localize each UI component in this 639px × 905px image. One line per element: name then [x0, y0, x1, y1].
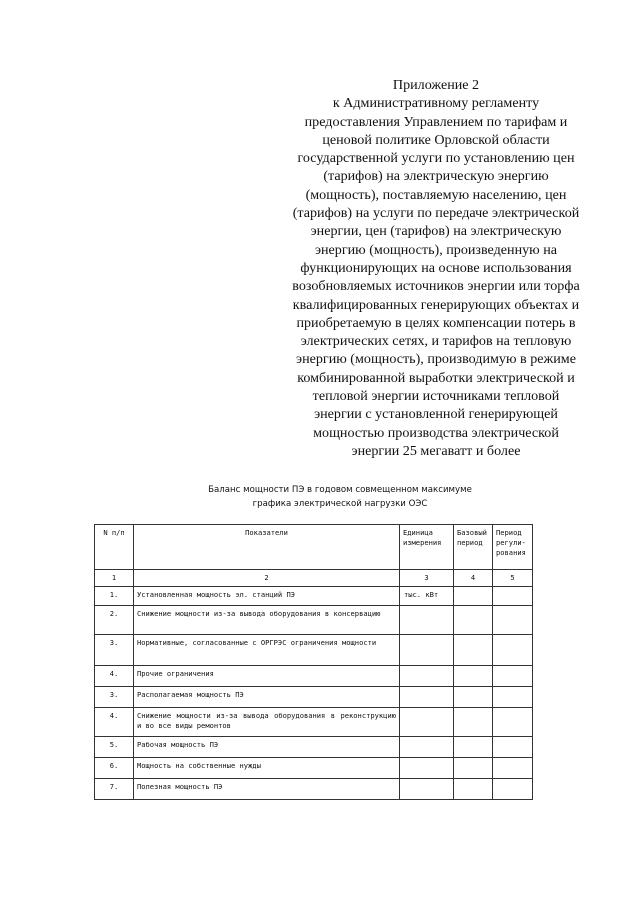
row-indicator: Мощность на собственные нужды: [134, 758, 400, 779]
row-unit: [400, 779, 454, 800]
row-num: 1.: [95, 587, 134, 606]
appendix-line: энергии 25 мегаватт и более: [351, 442, 521, 459]
row-unit: [400, 687, 454, 708]
row-base-value: [454, 687, 493, 708]
table-row: [95, 708, 533, 737]
row-num: 7.: [95, 779, 134, 800]
appendix-line: (мощность), поставляемую населению, цен: [305, 186, 567, 203]
row-base-value: [454, 587, 493, 606]
table-row: [95, 635, 533, 666]
row-num: 5.: [95, 737, 134, 758]
appendix-line: Приложение 2: [392, 77, 480, 93]
row-unit: [400, 666, 454, 687]
row-num: 4.: [95, 708, 134, 737]
table-header-row: [95, 525, 533, 570]
header-unit: Единица измерения: [400, 525, 454, 570]
row-indicator: Располагаемая мощность ПЭ: [134, 687, 400, 708]
table-row: [95, 737, 533, 758]
appendix-line: функционирующих на основе использования: [300, 259, 572, 276]
table-row: [95, 758, 533, 779]
appendix-line: приобретаемую в целях компенсации потерь в: [296, 314, 576, 331]
row-num: 2.: [95, 606, 134, 635]
appendix-line: ценовой политике Орловской области: [322, 131, 550, 148]
appendix-line: возобновляемых источников энергии или торфа: [292, 278, 580, 295]
appendix-line: квалифицированных генерирующих объектах и: [292, 296, 580, 313]
row-base-value: [454, 635, 493, 666]
row-period-value: [493, 687, 533, 708]
appendix-line: энергии с установленной генерирующей: [314, 406, 558, 423]
row-base-value: [454, 779, 493, 800]
row-indicator: Полезная мощность ПЭ: [134, 779, 400, 800]
appendix-line: мощностью производства электрической: [313, 424, 559, 441]
row-unit: [400, 737, 454, 758]
appendix-line: предоставления Управлением по тарифам и: [304, 113, 568, 130]
row-base-value: [454, 758, 493, 779]
table-row: [95, 687, 533, 708]
row-base-value: [454, 666, 493, 687]
row-indicator: Рабочая мощность ПЭ: [134, 737, 400, 758]
row-indicator: Установленная мощность эл. станций ПЭ: [134, 587, 400, 606]
row-period-value: [493, 666, 533, 687]
index-cell: 1: [95, 570, 134, 587]
row-indicator: Снижение мощности из-за вывода оборудования в реконструкцию и во все виды ремонтов: [134, 708, 400, 737]
table-caption: [140, 483, 540, 511]
header-indicator: Показатели: [134, 525, 400, 570]
row-period-value: [493, 737, 533, 758]
index-cell: 2: [134, 570, 400, 587]
row-unit: [400, 708, 454, 737]
row-unit: [400, 635, 454, 666]
row-period-value: [493, 587, 533, 606]
index-cell: 5: [493, 570, 533, 587]
appendix-line: (тарифов) на электрическую энергию: [323, 168, 549, 185]
index-cell: 3: [400, 570, 454, 587]
appendix-line: комбинированной выработки электрической и: [297, 369, 575, 386]
table-row: [95, 666, 533, 687]
row-period-value: [493, 779, 533, 800]
row-base-value: [454, 737, 493, 758]
row-num: 6.: [95, 758, 134, 779]
row-indicator: Снижение мощности из-за вывода оборудования в консервацию: [134, 606, 400, 635]
row-num: 3.: [95, 635, 134, 666]
row-unit: тыс. кВт: [400, 587, 454, 606]
appendix-line: (тарифов) на услуги по передаче электрической: [292, 205, 580, 222]
caption-line-1: Баланс мощности ПЭ в годовом совмещенном максимуме: [208, 485, 472, 495]
appendix-line: энергии, цен (тарифов) на электрическую: [310, 223, 562, 240]
appendix-line: к Административному регламенту: [332, 95, 540, 112]
index-cell: 4: [454, 570, 493, 587]
row-base-value: [454, 606, 493, 635]
row-unit: [400, 758, 454, 779]
row-period-value: [493, 606, 533, 635]
row-indicator: Нормативные, согласованные с ОРГРЭС ограничения мощности: [134, 635, 400, 666]
table-row: [95, 779, 533, 800]
appendix-heading: [280, 76, 592, 460]
appendix-line: государственной услуги по установлению цен: [297, 150, 575, 167]
row-period-value: [493, 708, 533, 737]
row-indicator: Прочие ограничения: [134, 666, 400, 687]
header-base-period: Базовый период: [454, 525, 493, 570]
header-num: N п/п: [95, 525, 134, 570]
table-row: [95, 587, 533, 606]
table-index-row: [95, 570, 533, 587]
header-regulation-period: Период регули-рования: [493, 525, 533, 570]
table-row: [95, 606, 533, 635]
row-period-value: [493, 635, 533, 666]
row-period-value: [493, 758, 533, 779]
power-balance-table: [94, 524, 533, 800]
caption-line-2: графика электрической нагрузки ОЭС: [252, 499, 428, 509]
row-unit: [400, 606, 454, 635]
row-base-value: [454, 708, 493, 737]
appendix-line: энергию (мощность), произведенную на: [314, 241, 558, 258]
appendix-line: тепловой энергии источниками тепловой: [312, 388, 560, 405]
row-num: 4.: [95, 666, 134, 687]
row-num: 3.: [95, 687, 134, 708]
appendix-line: электрических сетях, и тарифов на тепловую: [300, 333, 572, 350]
appendix-line: энергию (мощность), производимую в режиме: [296, 351, 576, 368]
